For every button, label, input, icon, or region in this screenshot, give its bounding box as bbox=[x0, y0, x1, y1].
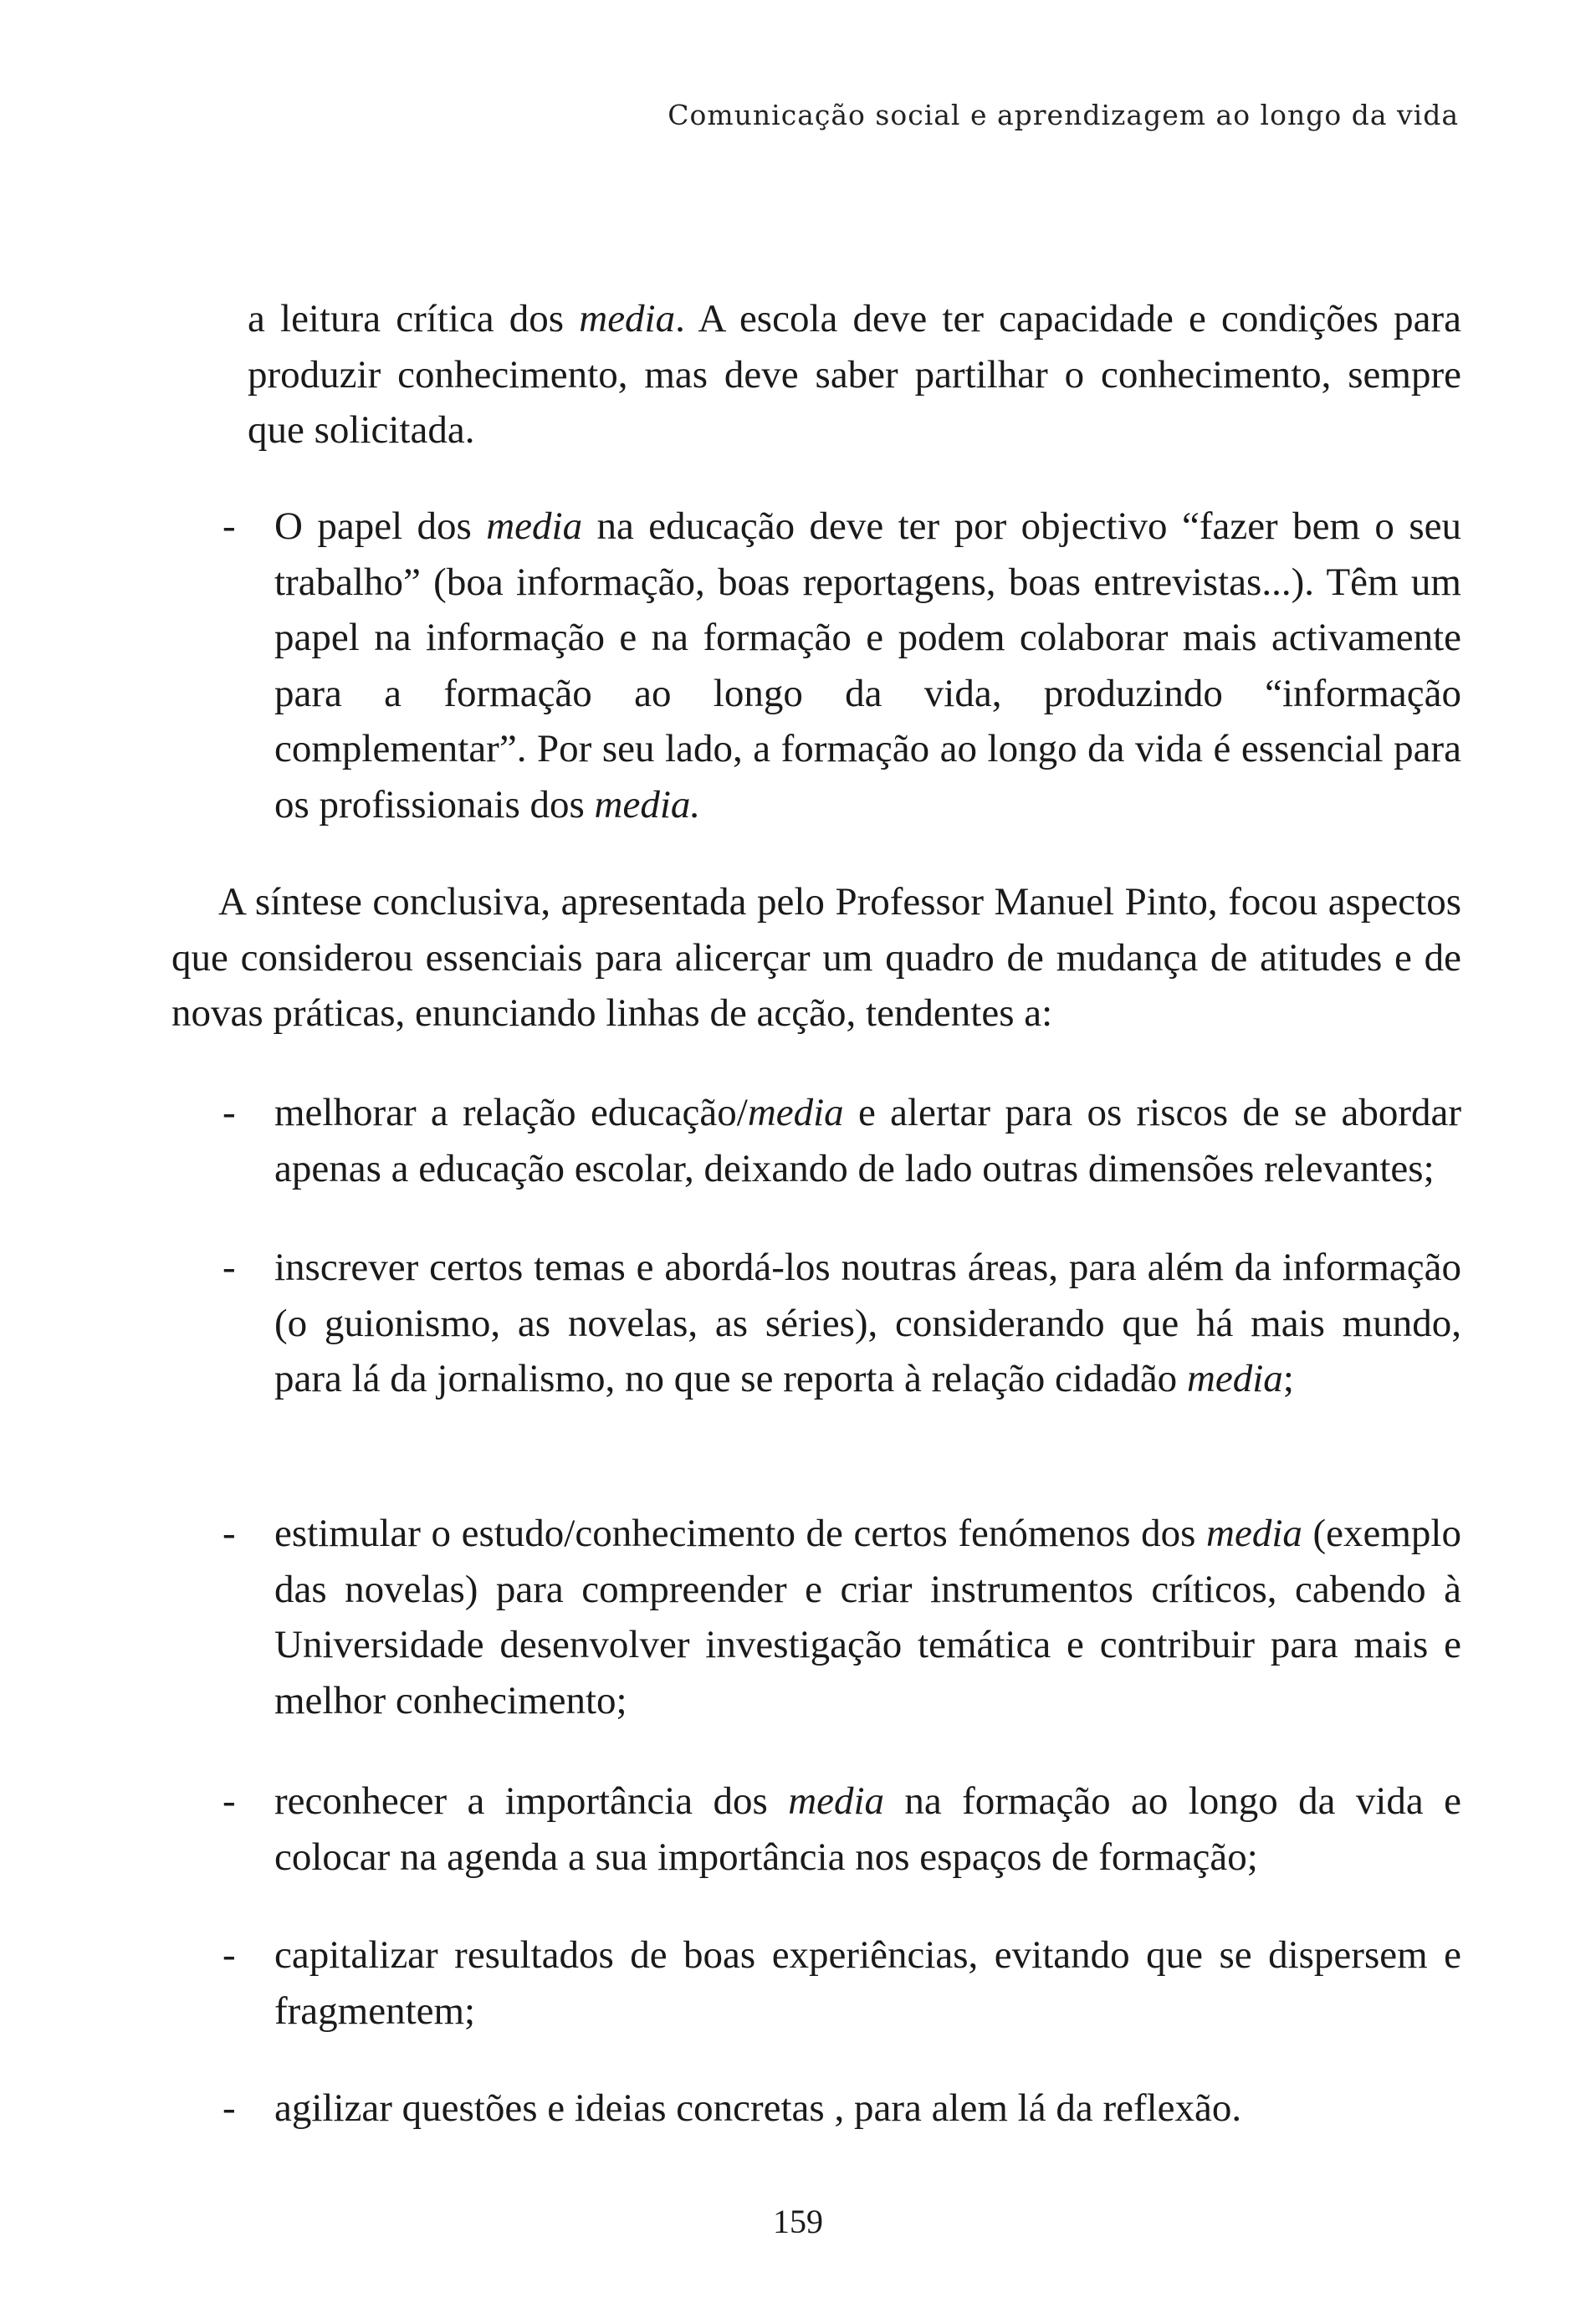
conclusion-paragraph: A síntese conclusiva, apresentada pelo Professor Manuel Pinto, focou aspectos que considerou essenciais para alicerçar um quadro de mudança de atitudes e de novas práticas, enunciando linhas de acção, tendentes a: bbox=[171, 880, 1461, 1035]
action-body bbox=[274, 1240, 1461, 1407]
action-text: reconhecer a importância dos bbox=[274, 1779, 789, 1823]
bullet-body bbox=[274, 499, 1461, 832]
action-body: capitalizar resultados de boas experiências, evitando que se dispersem e fragmentem; bbox=[274, 1933, 1461, 2033]
action-item bbox=[223, 1085, 1461, 1196]
action-item bbox=[223, 2080, 1461, 2137]
continuation-text: a leitura crítica dos bbox=[248, 297, 580, 340]
action-item bbox=[223, 1506, 1461, 1728]
action-text-rest: ; bbox=[1282, 1357, 1294, 1400]
bullet-media-role bbox=[223, 499, 1461, 832]
continuation-italic: media bbox=[579, 297, 676, 340]
bullet-dash: - bbox=[223, 504, 236, 548]
action-item bbox=[223, 1240, 1461, 1407]
page-number: 159 bbox=[773, 2203, 823, 2240]
action-item bbox=[223, 1927, 1461, 2039]
action-text-rest: (exemplo das novelas) para compreender e criar instrumentos críticos, cabendo à Universidade desenvolver investigação temática e contribuir para mais e melhor conhecimento; bbox=[274, 1512, 1461, 1722]
running-header: Comunicação social e aprendizagem ao longo da vida bbox=[668, 99, 1459, 131]
action-italic: media bbox=[1206, 1512, 1302, 1555]
action-italic: media bbox=[1186, 1357, 1283, 1400]
action-text-rest: na formação ao longo da vida e colocar na agenda a sua importância nos espaços de formação; bbox=[274, 1779, 1461, 1879]
action-text: melhorar a relação educação/ bbox=[274, 1091, 748, 1134]
action-italic: media bbox=[747, 1091, 844, 1134]
bullet-text-rest: na educação deve ter por objectivo “fazer bem o seu trabalho” (boa informação, boas reportagens, boas entrevistas...). Têm um papel na informação e na formação e podem colaborar mais activamente para a formação ao longo da vida, produzindo “informação complementar”. Por seu lado, a formação ao longo da vida é essencial para os profissionais dos bbox=[274, 504, 1461, 827]
bullet-dash: - bbox=[223, 1246, 236, 1289]
bullet-dash: - bbox=[223, 1512, 236, 1555]
bullet-dash: - bbox=[223, 1091, 236, 1134]
continuation-paragraph bbox=[248, 291, 1461, 458]
action-text: inscrever certos temas e abordá-los noutras áreas, para além da informação (o guionismo, as novelas, as séries), considerando que há mais mundo, para lá da jornalismo, no que se reporta à relação cidadão bbox=[274, 1246, 1461, 1400]
bullet-italic-end: media. bbox=[594, 782, 701, 827]
bullet-dash: - bbox=[223, 2086, 236, 2130]
action-body: agilizar questões e ideias concretas , para alem lá da reflexão. bbox=[274, 2086, 1242, 2130]
action-body bbox=[274, 1506, 1461, 1728]
action-body bbox=[274, 1085, 1461, 1196]
action-text: estimular o estudo/conhecimento de certos fenómenos dos bbox=[274, 1512, 1207, 1555]
action-text-rest: e alertar para os riscos de se abordar apenas a educação escolar, deixando de lado outras dimensões relevantes; bbox=[274, 1091, 1461, 1190]
action-item bbox=[223, 1773, 1461, 1885]
action-italic: media bbox=[788, 1779, 885, 1823]
bullet-dash: - bbox=[223, 1933, 236, 1977]
bullet-text: O papel dos bbox=[274, 504, 487, 548]
bullet-italic: media bbox=[486, 504, 583, 548]
continuation-text-rest: . A escola deve ter capacidade e condições para produzir conhecimento, mas deve saber partilhar o conhecimento, sempre que solicitada. bbox=[248, 297, 1462, 452]
action-body bbox=[274, 1773, 1461, 1885]
bullet-dash: - bbox=[223, 1779, 236, 1823]
